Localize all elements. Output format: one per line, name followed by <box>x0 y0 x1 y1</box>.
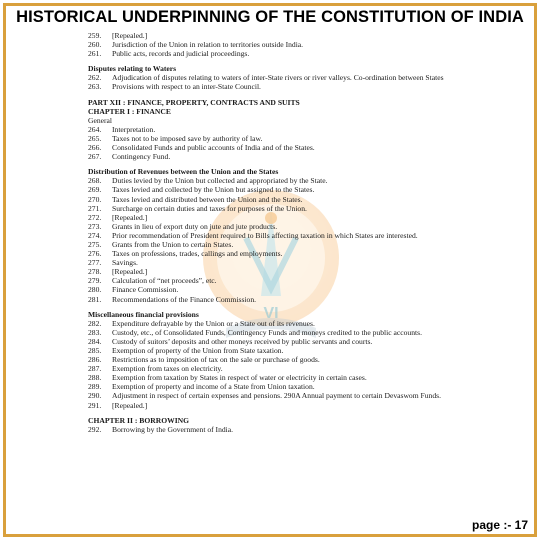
article-title: Finance Commission. <box>112 285 179 295</box>
article-title: Expenditure defrayable by the Union or a State out of its revenues. <box>112 318 315 328</box>
article-number: 284. <box>88 336 102 346</box>
article-row <box>88 82 456 91</box>
article-title: Public acts, records and judicial proceedings. <box>112 49 250 59</box>
article-title: Borrowing by the Government of India. <box>112 424 234 434</box>
article-title: Custody of suitors’ deposits and other moneys received by public servants and courts. <box>112 336 373 346</box>
article-row <box>88 258 456 267</box>
article-title: Taxes levied and distributed between the Union and the States. <box>112 194 303 204</box>
article-number: 278. <box>88 267 102 277</box>
article-number: 268. <box>88 176 102 186</box>
article-number: 269. <box>88 185 102 195</box>
article-row <box>88 328 456 337</box>
article-title: Custody, etc., of Consolidated Funds, Contingency Funds and moneys credited to the public accounts. <box>112 327 422 337</box>
article-number: 288. <box>88 373 102 383</box>
article-title: Exemption of property of the Union from State taxation. <box>112 346 284 355</box>
article-number: 260. <box>88 40 102 50</box>
heading-miscellaneous: Miscellaneous financial provisions <box>88 309 199 319</box>
article-row <box>88 31 456 40</box>
article-row <box>88 231 456 240</box>
article-title: Interpretation. <box>112 124 156 134</box>
article-row <box>88 285 456 294</box>
article-number: 280. <box>88 285 102 295</box>
article-row <box>88 391 456 400</box>
article-row <box>88 373 456 382</box>
article-row <box>88 204 456 213</box>
article-title: Taxes levied and collected by the Union but assigned to the States. <box>112 185 315 195</box>
article-row <box>88 267 456 276</box>
article-title: Grants from the Union to certain States. <box>112 239 234 249</box>
article-group-2 <box>88 73 456 91</box>
article-title: Prior recommendation of President required to Bills affecting taxation in which States are interested. <box>112 230 418 240</box>
article-title: Contingency Fund. <box>112 152 171 162</box>
heading-chapter-2: CHAPTER II : BORROWING <box>88 415 190 425</box>
article-number: 270. <box>88 194 102 204</box>
article-number: 287. <box>88 364 102 374</box>
article-number: 282. <box>88 318 102 328</box>
article-row <box>88 346 456 355</box>
article-group-1 <box>88 31 456 58</box>
article-row <box>88 319 456 328</box>
article-title: Grants in lieu of export duty on jute and jute products. <box>112 221 278 231</box>
watermark-letter: VI <box>263 305 279 322</box>
article-number: 263. <box>88 82 102 92</box>
article-title: [Repealed.] <box>112 212 148 222</box>
article-row <box>88 401 456 410</box>
article-title: Surcharge on certain duties and taxes for purposes of the Union. <box>112 203 307 213</box>
article-number: 276. <box>88 249 102 259</box>
article-row <box>88 295 456 304</box>
article-number: 274. <box>88 230 102 240</box>
article-number: 266. <box>88 143 102 153</box>
article-row <box>88 425 456 434</box>
article-title: Savings. <box>112 258 138 268</box>
article-row <box>88 276 456 285</box>
article-row <box>88 213 456 222</box>
article-title: Consolidated Funds and public accounts of India and of the States. <box>112 143 315 153</box>
article-title: Exemption of property and income of a State from Union taxation. <box>112 382 315 392</box>
article-title: Duties levied by the Union but collected and appropriated by the State. <box>112 176 328 186</box>
article-row <box>88 40 456 49</box>
article-title: Restrictions as to imposition of tax on the sale or purchase of goods. <box>112 355 320 365</box>
article-number: 259. <box>88 31 102 40</box>
article-row <box>88 176 456 185</box>
article-number: 271. <box>88 203 102 213</box>
article-row <box>88 249 456 258</box>
article-number: 285. <box>88 346 102 355</box>
article-title: Provisions with respect to an inter-State Council. <box>112 82 261 92</box>
article-number: 273. <box>88 221 102 231</box>
article-title: Exemption from taxes on electricity. <box>112 364 223 374</box>
article-number: 281. <box>88 294 102 304</box>
article-number: 283. <box>88 327 102 337</box>
article-row <box>88 382 456 391</box>
article-number: 286. <box>88 355 102 365</box>
article-number: 261. <box>88 49 102 59</box>
article-title: Adjudication of disputes relating to waters of inter-State rivers or river valleys. Co-ordination between States <box>112 73 444 83</box>
article-row <box>88 364 456 373</box>
article-title: [Repealed.] <box>112 267 148 277</box>
article-title: Taxes not to be imposed save by authority of law. <box>112 133 263 143</box>
article-number: 264. <box>88 124 102 134</box>
article-row <box>88 222 456 231</box>
article-row <box>88 185 456 194</box>
article-number: 289. <box>88 382 102 392</box>
article-row <box>88 337 456 346</box>
article-row <box>88 195 456 204</box>
article-title: Jurisdiction of the Union in relation to territories outside India. <box>112 40 304 50</box>
article-row <box>88 125 456 134</box>
article-number: 291. <box>88 400 102 410</box>
article-title: Taxes on professions, trades, callings and employments. <box>112 249 283 259</box>
article-title: Recommendations of the Finance Commission. <box>112 294 257 304</box>
article-number: 292. <box>88 424 102 434</box>
label-general: General <box>88 115 113 125</box>
article-title: Calculation of “net proceeds”, etc. <box>112 276 217 286</box>
article-group-6 <box>88 425 456 434</box>
heading-chapter-1: CHAPTER I : FINANCE <box>88 106 171 116</box>
heading-distribution: Distribution of Revenues between the Union and the States <box>88 167 279 177</box>
heading-disputes: Disputes relating to Waters <box>88 64 177 74</box>
page-number: page :- 17 <box>471 518 528 532</box>
article-number: 275. <box>88 239 102 249</box>
heading-part-xii: PART XII : FINANCE, PROPERTY, CONTRACTS AND SUITS <box>88 97 300 107</box>
article-title: Exemption from taxation by States in respect of water or electricity in certain cases. <box>112 373 367 383</box>
article-number: 279. <box>88 276 102 286</box>
article-row <box>88 49 456 58</box>
article-row <box>88 152 456 161</box>
article-group-4 <box>88 176 456 303</box>
article-title: Adjustment in respect of certain expenses and pensions. 290A Annual payment to certain Devaswom Funds. <box>112 391 441 401</box>
contents-list <box>88 31 456 434</box>
article-number: 277. <box>88 258 102 268</box>
article-number: 265. <box>88 133 102 143</box>
article-number: 290. <box>88 391 102 401</box>
article-title: [Repealed.] <box>112 31 148 40</box>
article-title: [Repealed.] <box>112 400 148 410</box>
article-number: 267. <box>88 152 102 162</box>
article-number: 272. <box>88 212 102 222</box>
article-row <box>88 134 456 143</box>
article-row <box>88 73 456 82</box>
article-group-3 <box>88 125 456 161</box>
article-group-5 <box>88 319 456 410</box>
article-row <box>88 240 456 249</box>
article-row <box>88 355 456 364</box>
page-title: HISTORICAL UNDERPINNING OF THE CONSTITUTION OF INDIA <box>16 8 524 26</box>
article-number: 262. <box>88 73 102 83</box>
article-row <box>88 143 456 152</box>
